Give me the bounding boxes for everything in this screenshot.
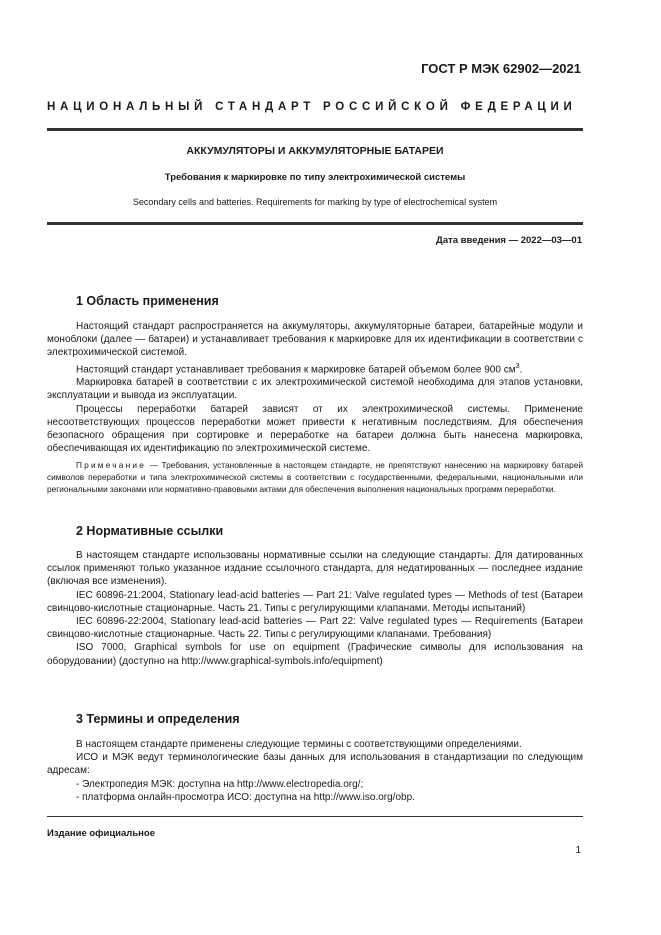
title-divider <box>47 222 583 225</box>
note-label: Примечание <box>76 460 147 470</box>
section-2-paragraph: В настоящем стандарте использованы нормативные ссылки на следующие стандарты. Для датированных ссылок применяют только указанное издание ссылочного стандарта, для недатированных — последнее издание (включая все изменения). <box>47 550 583 588</box>
section-3-body <box>47 738 583 804</box>
section-3-heading: 3 Термины и определения <box>76 712 240 726</box>
official-edition-label: Издание официальное <box>47 828 155 839</box>
normative-reference: IEC 60896-22:2004, Stationary lead-acid batteries — Part 22: Valve regulated types — Requirements (Батареи свинцово-кислотные стационарные. Часть 22. Типы с регулирующими клапанами. Требования) <box>47 616 583 641</box>
normative-reference: ISO 7000, Graphical symbols for use on equipment (Графические символы для использования на оборудовании) (доступно на http://www.graphical-symbols.info/equipment) <box>47 642 583 667</box>
normative-reference: IEC 60896-21:2004, Stationary lead-acid batteries — Part 21: Valve regulated types — Methods of test (Батареи свинцово-кислотные стационарные. Часть 21. Типы с регулирующими клапанами. Методы испытаний) <box>47 589 583 614</box>
standard-title: АККУМУЛЯТОРЫ И АККУМУЛЯТОРНЫЕ БАТАРЕИ <box>186 145 444 157</box>
section-1-heading: 1 Область применения <box>76 294 219 308</box>
list-item: - Электропедия МЭК: доступна на http://www.electropedia.org/; <box>76 778 364 790</box>
section-3-paragraph: ИСО и МЭК ведут терминологические базы данных для использования в стандартизации по следующим адресам: <box>47 752 583 777</box>
section-1-body <box>47 320 583 455</box>
top-divider <box>47 128 583 131</box>
page-number: 1 <box>575 845 581 856</box>
introduction-date: Дата введения — 2022—03—01 <box>436 235 582 246</box>
standard-subtitle: Требования к маркировке по типу электрохимической системы <box>164 172 466 183</box>
superscript: 3 <box>515 362 520 370</box>
period: . <box>519 363 523 375</box>
section-2-heading: 2 Нормативные ссылки <box>76 524 224 538</box>
section-2-body <box>47 549 583 668</box>
list-item: - платформа онлайн-просмотра ИСО: доступна на http://www.iso.org/obp. <box>76 791 415 803</box>
section-1-paragraph: Настоящий стандарт распространяется на аккумуляторы, аккумуляторные батареи, батарейные модули и моноблоки (далее — батареи) и устанавливает требования к маркировке для их идентификации в соответствии с электрохимической системой. <box>47 321 583 359</box>
doc-number: ГОСТ Р МЭК 62902—2021 <box>421 61 581 76</box>
section-1-paragraph: Процессы переработки батарей зависят от их электрохимической системы. Применение несоответствующих процессов переработки может привести к негативным последствиям. Для обеспечения безопасного обращения при сортировке и переработке на батареи должна быть нанесена маркировка, обеспечивающая их идентификацию по электрохимической системе. <box>47 403 583 455</box>
note-text: — Требования, установленные в настоящем стандарте, не препятствуют нанесению на маркировку батарей символов переработки и типа электрохимической системы в соответствии с государственными, федеральными, национальными или региональными законами или нормативно-правовыми актами для обеспечения выполнения национальных программ переработки. <box>47 460 583 495</box>
volume-requirement-text: Настоящий стандарт устанавливает требования к маркировке батарей объемом более 900 см <box>76 363 516 375</box>
section-1-note <box>47 459 583 496</box>
section-3-paragraph: В настоящем стандарте применены следующие термины с соответствующими определениями. <box>76 739 522 750</box>
standard-english-title: Secondary cells and batteries. Requirements for marking by type of electrochemical system <box>132 197 498 207</box>
section-1-paragraph: Маркировка батарей в соответствии с их электрохимической системой необходима для этапов установки, эксплуатации и вывода из эксплуатации. <box>47 377 583 402</box>
national-standard-banner: НАЦИОНАЛЬНЫЙ СТАНДАРТ РОССИЙСКОЙ ФЕДЕРАЦИИ <box>47 101 577 113</box>
footer-divider <box>47 816 583 817</box>
section-1-paragraph <box>47 360 583 377</box>
